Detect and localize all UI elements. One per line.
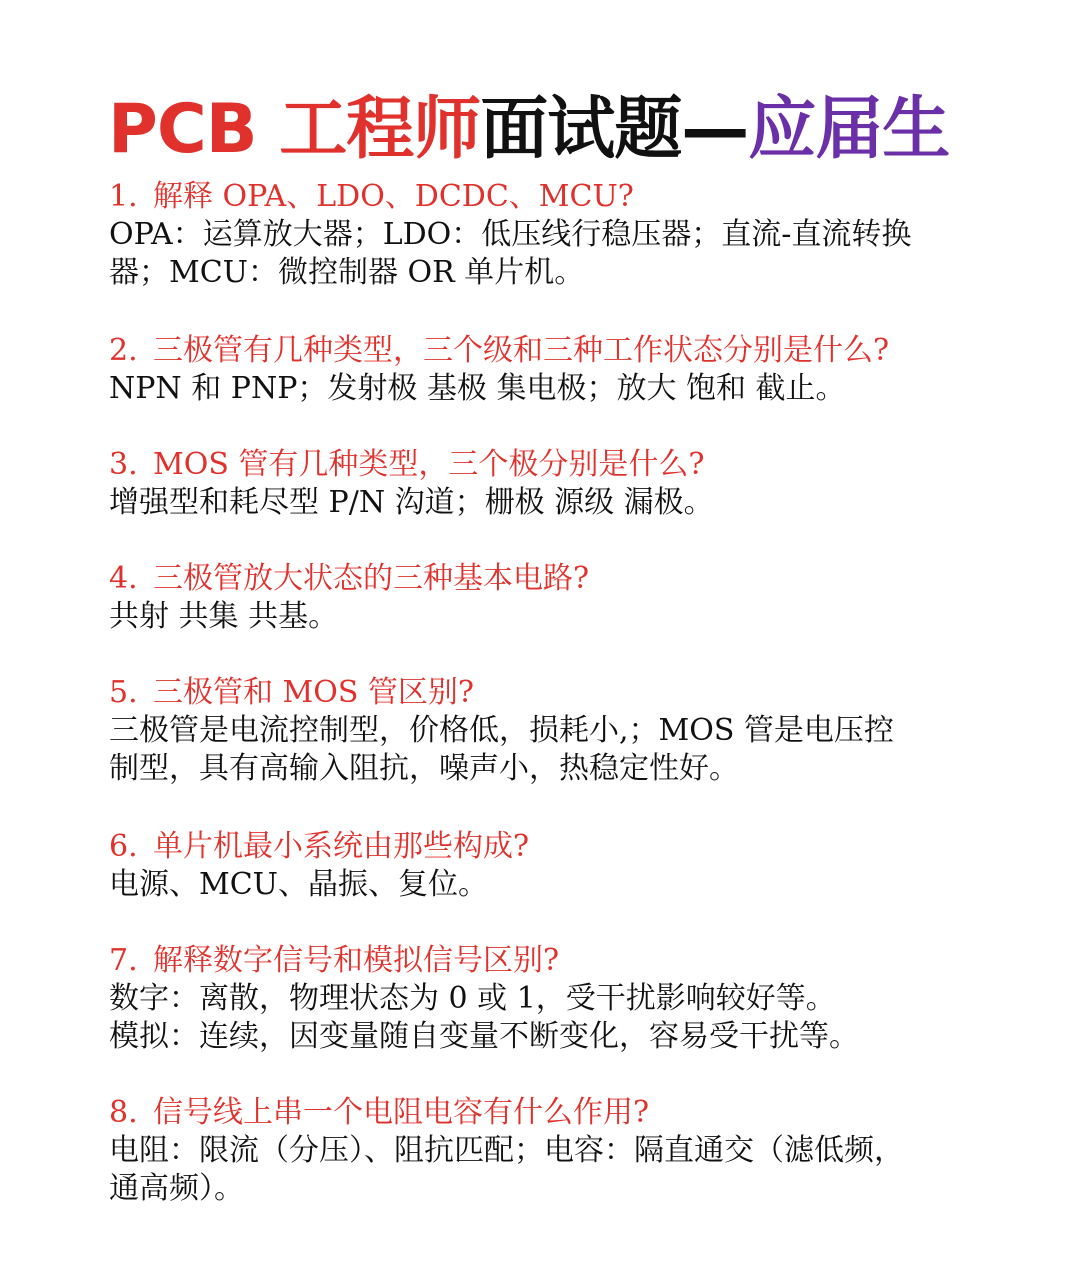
answer-line: 数字：离散，物理状态为 0 或 1，受干扰影响较好等。 xyxy=(109,981,836,1016)
qa-item-3 xyxy=(109,446,989,522)
question-1 xyxy=(109,178,989,216)
qa-item-5 xyxy=(109,674,989,788)
answer-line: 模拟：连续，因变量随自变量不断变化，容易受干扰等。 xyxy=(109,1019,859,1054)
answer-line: OPA：运算放大器；LDO：低压线行稳压器；直流-直流转换 xyxy=(109,217,912,252)
page-title xyxy=(108,88,988,172)
question-2 xyxy=(109,332,989,370)
answer-line: 电阻：限流（分压）、阻抗匹配；电容：隔直通交（滤低频， xyxy=(109,1133,904,1168)
question-number: 2. xyxy=(109,333,138,368)
qa-item-7 xyxy=(109,942,989,1056)
question-7 xyxy=(109,942,989,980)
answer-line: 制型，具有高输入阻抗，噪声小，热稳定性好。 xyxy=(109,751,739,786)
question-number: 6. xyxy=(109,829,138,864)
title-part-purple: 应届生 xyxy=(748,90,950,169)
qa-item-8 xyxy=(109,1094,989,1208)
question-number: 1. xyxy=(109,179,138,214)
qa-item-1 xyxy=(109,178,989,292)
question-text: 信号线上串一个电阻电容有什么作用? xyxy=(153,1095,650,1130)
answer-line: 共射 共集 共基。 xyxy=(109,599,339,634)
question-text: 三极管和 MOS 管区别? xyxy=(153,675,475,710)
answer-line: 增强型和耗尽型 P/N 沟道；栅极 源级 漏极。 xyxy=(109,485,714,520)
question-text: 解释数字信号和模拟信号区别? xyxy=(153,943,560,978)
title-part-red: PCB 工程师 xyxy=(108,90,481,169)
qa-item-2 xyxy=(109,332,989,408)
answer-line: 电源、MCU、晶振、复位。 xyxy=(109,867,488,902)
question-8 xyxy=(109,1094,989,1132)
question-text: 三极管放大状态的三种基本电路? xyxy=(153,561,590,596)
question-number: 7. xyxy=(109,943,138,978)
answer-line: 三极管是电流控制型，价格低，损耗小,；MOS 管是电压控 xyxy=(109,713,894,748)
question-text: MOS 管有几种类型，三个极分别是什么? xyxy=(153,447,705,482)
question-text: 解释 OPA、LDO、DCDC、MCU? xyxy=(153,179,634,214)
question-number: 8. xyxy=(109,1095,138,1130)
answer-line: NPN 和 PNP；发射极 基极 集电极；放大 饱和 截止。 xyxy=(109,371,846,406)
question-text: 三极管有几种类型，三个级和三种工作状态分别是什么? xyxy=(153,333,890,368)
question-3 xyxy=(109,446,989,484)
title-part-black: 面试题— xyxy=(480,90,749,169)
question-text: 单片机最小系统由那些构成? xyxy=(153,829,530,864)
question-number: 3. xyxy=(109,447,138,482)
answer-line: 器；MCU：微控制器 OR 单片机。 xyxy=(109,255,585,290)
question-6 xyxy=(109,828,989,866)
question-4 xyxy=(109,560,989,598)
qa-item-4 xyxy=(109,560,989,636)
question-number: 4. xyxy=(109,561,138,596)
question-number: 5. xyxy=(109,675,138,710)
answer-line: 通高频）。 xyxy=(109,1171,244,1206)
qa-item-6 xyxy=(109,828,989,904)
question-5 xyxy=(109,674,989,712)
